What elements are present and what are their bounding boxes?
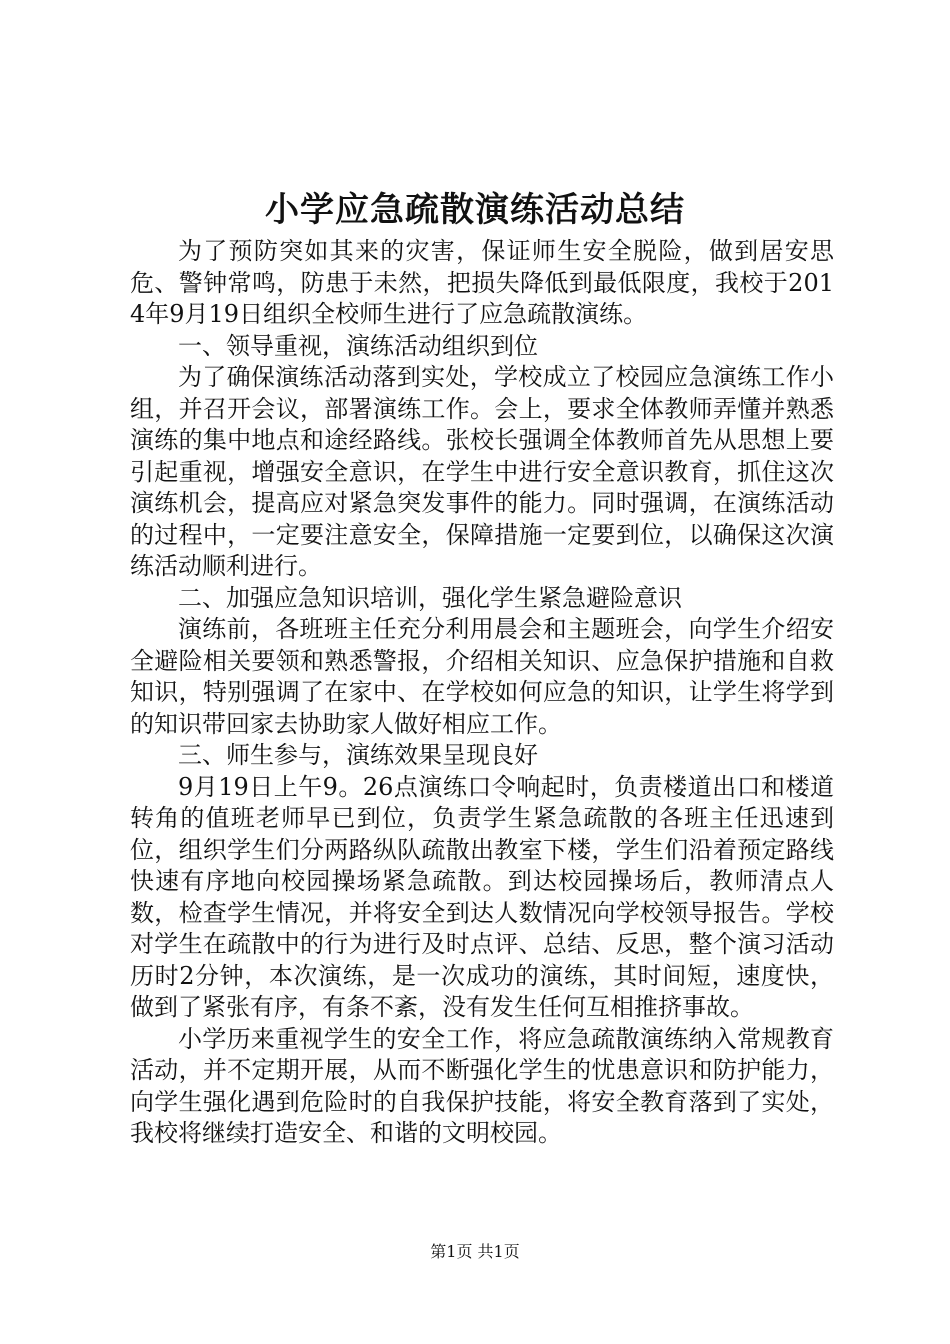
paragraph-section-3: 9月19日上午9。26点演练口令响起时，负责楼道出口和楼道转角的值班老师早已到位，负责学生紧急疏散的各班主任迅速到位，组织学生们分两路纵队疏散出教室下楼，学生们沿着预定路线快速有序地向校园操场紧急疏散。到达校园操场后，教师清点人数，检查学生情况，并将安全到达人数情况向学校领导报告。学校对学生在疏散中的行为进行及时点评、总结、反思，整个演习活动历时2分钟，本次演练，是一次成功的演练，其时间短，速度快，做到了紧张有序，有条不紊，没有发生任何互相推挤事故。 (130, 772, 834, 1021)
paragraph-section-1: 为了确保演练活动落到实处，学校成立了校园应急演练工作小组，并召开会议，部署演练工作。会上，要求全体教师弄懂并熟悉演练的集中地点和途经路线。张校长强调全体教师首先从思想上要引起重视，增强安全意识，在学生中进行安全意识教育，抓住这次演练机会，提高应对紧急突发事件的能力。同时强调，在演练活动的过程中，一定要注意安全，保障措施一定要到位，以确保这次演练活动顺利进行。 (130, 363, 834, 580)
document-body (130, 236, 834, 1150)
section-heading-3: 三、师生参与，演练效果呈现良好 (178, 741, 538, 769)
document-title: 小学应急疏散演练活动总结 (265, 190, 685, 230)
section-heading-1: 一、领导重视，演练活动组织到位 (178, 331, 538, 360)
paragraph-conclusion: 小学历来重视学生的安全工作，将应急疏散演练纳入常规教育活动，并不定期开展，从而不断强化学生的忧患意识和防护能力，向学生强化遇到危险时的自我保护技能，将安全教育落到了实处，我校将继续打造安全、和谐的文明校园。 (130, 1024, 834, 1147)
paragraph-intro: 为了预防突如其来的灾害，保证师生安全脱险，做到居安思危、警钟常鸣，防患于未然，把损失降低到最低限度，我校于2014年9月19日组织全校师生进行了应急疏散演练。 (130, 237, 834, 328)
page-number-footer: 第1页 共1页 (430, 1242, 520, 1261)
paragraph-section-2: 演练前，各班班主任充分利用晨会和主题班会，向学生介绍安全避险相关要领和熟悉警报，介绍相关知识、应急保护措施和自救知识，特别强调了在家中、在学校如何应急的知识，让学生将学到的知识带回家去协助家人做好相应工作。 (130, 615, 834, 738)
section-heading-2: 二、加强应急知识培训，强化学生紧急避险意识 (178, 583, 682, 612)
